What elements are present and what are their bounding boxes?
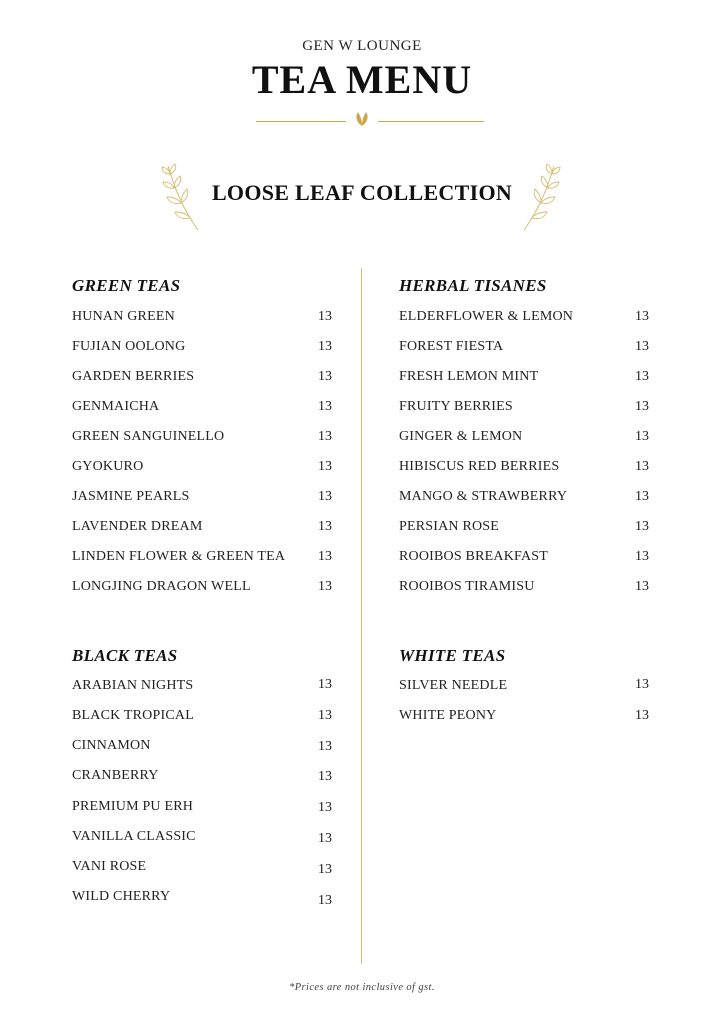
menu-item-price: 13 [318,489,332,504]
menu-item-name: GENMAICHA [72,399,160,414]
menu-item-name: ELDERFLOWER & LEMON [399,309,574,324]
menu-item-name: CINNAMON [72,738,151,753]
menu-item-name: GREEN SANGUINELLO [72,429,225,444]
title-divider-right [378,121,484,122]
section-heading-black: BLACK TEAS [72,646,178,665]
menu-item-price: 13 [635,459,649,474]
section-heading-white: WHITE TEAS [399,646,506,665]
menu-item-price: 13 [318,800,332,815]
menu-item-name: JASMINE PEARLS [72,489,190,504]
menu-item-name: FRUITY BERRIES [399,399,513,414]
menu-item-name: VANI ROSE [72,859,147,874]
menu-item-price: 13 [635,677,649,692]
section-heading-green: GREEN TEAS [72,276,181,295]
menu-item-price: 13 [635,399,649,414]
menu-item-name: CRANBERRY [72,768,159,783]
menu-item-price: 13 [635,429,649,444]
menu-item-name: HIBISCUS RED BERRIES [399,459,560,474]
venue-name: GEN W LOUNGE [302,38,422,54]
menu-item-price: 13 [635,549,649,564]
menu-item-price: 13 [318,519,332,534]
menu-item-price: 13 [318,708,332,723]
menu-item-name: PERSIAN ROSE [399,519,500,534]
menu-item-name: LONGJING DRAGON WELL [72,579,251,594]
menu-item-price: 13 [318,339,332,354]
menu-item-price: 13 [635,369,649,384]
menu-item-name: FOREST FIESTA [399,339,504,354]
menu-item-name: ROOIBOS TIRAMISU [399,579,535,594]
menu-item-name: GINGER & LEMON [399,429,523,444]
menu-item-price: 13 [318,831,332,846]
leaf-icon [352,110,372,128]
menu-item-name: LINDEN FLOWER & GREEN TEA [72,549,286,564]
menu-item-price: 13 [635,309,649,324]
laurel-sprig-icon [522,162,562,234]
menu-title: TEA MENU [251,57,473,102]
menu-item-name: PREMIUM PU ERH [72,799,194,814]
section-heading-herbal: HERBAL TISANES [399,276,547,295]
menu-item-name: GYOKURO [72,459,144,474]
menu-item-price: 13 [318,459,332,474]
menu-item-name: FUJIAN OOLONG [72,339,186,354]
menu-item-name: BLACK TROPICAL [72,708,194,723]
menu-item-name: SILVER NEEDLE [399,678,508,693]
title-divider-left [256,121,346,122]
menu-item-price: 13 [318,862,332,877]
menu-item-name: HUNAN GREEN [72,309,175,324]
menu-item-price: 13 [635,708,649,723]
menu-item-price: 13 [318,399,332,414]
menu-item-name: MANGO & STRAWBERRY [399,489,568,504]
menu-item-name: LAVENDER DREAM [72,519,203,534]
menu-item-price: 13 [318,739,332,754]
collection-title: LOOSE LEAF COLLECTION [211,180,513,205]
menu-item-name: GARDEN BERRIES [72,369,195,384]
menu-item-name: WILD CHERRY [72,889,171,904]
menu-item-price: 13 [318,769,332,784]
menu-item-name: WHITE PEONY [399,708,497,723]
menu-item-name: ROOIBOS BREAKFAST [399,549,548,564]
menu-item-price: 13 [318,309,332,324]
menu-item-price: 13 [318,677,332,692]
menu-item-price: 13 [318,893,332,908]
menu-item-price: 13 [318,369,332,384]
menu-item-name: FRESH LEMON MINT [399,369,539,384]
menu-item-price: 13 [635,579,649,594]
menu-item-name: VANILLA CLASSIC [72,829,196,844]
menu-item-price: 13 [318,579,332,594]
menu-item-price: 13 [318,429,332,444]
menu-item-price: 13 [635,519,649,534]
menu-item-price: 13 [635,339,649,354]
menu-item-name: ARABIAN NIGHTS [72,678,194,693]
prices-footnote: *Prices are not inclusive of gst. [289,982,435,993]
menu-item-price: 13 [635,489,649,504]
menu-item-price: 13 [318,549,332,564]
column-divider [361,268,362,964]
